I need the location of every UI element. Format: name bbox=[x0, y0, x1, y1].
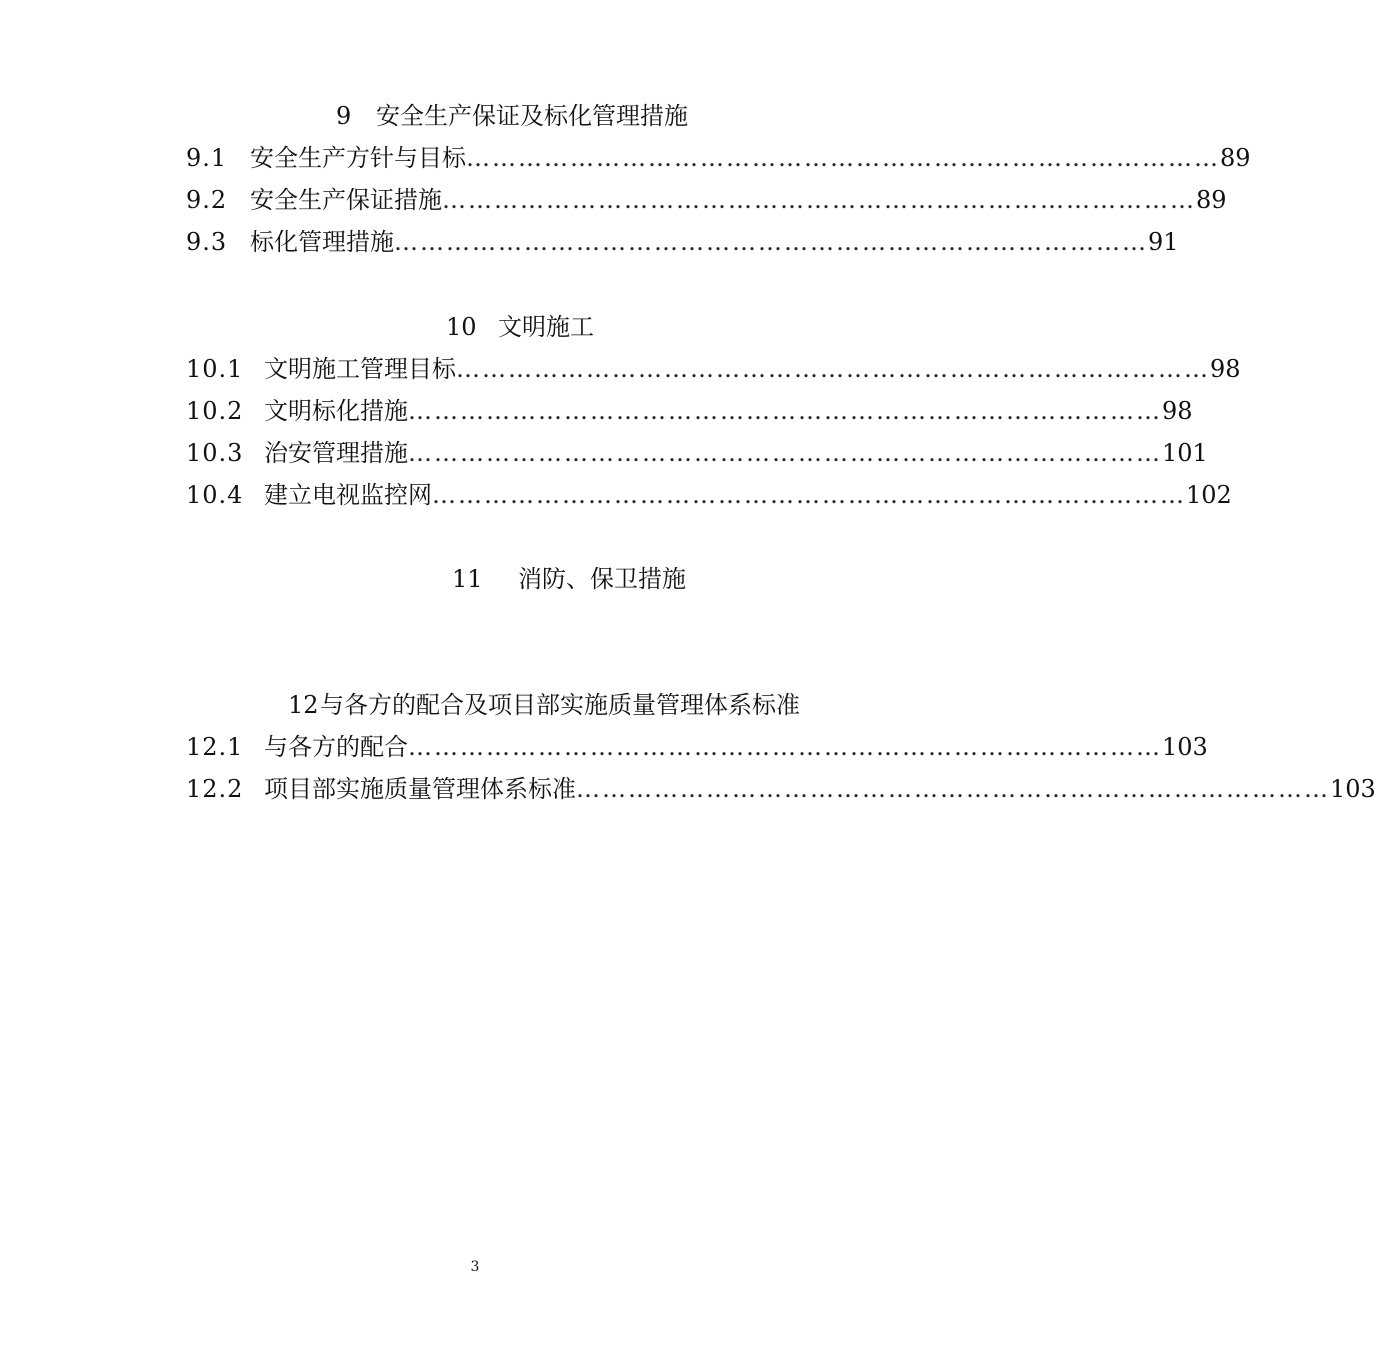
section-heading-11 bbox=[452, 564, 686, 594]
section-heading-12 bbox=[288, 690, 800, 720]
entry-number: 12.2 bbox=[186, 775, 244, 803]
entry-page: 102 bbox=[1186, 481, 1232, 509]
dot-leader: …………………………………………………………………………… bbox=[466, 144, 1220, 172]
entry-title: 安全生产方针与目标 bbox=[250, 144, 466, 172]
entry-number: 12.1 bbox=[186, 733, 244, 761]
toc-entry-12-2[interactable] bbox=[186, 773, 1376, 805]
dot-leader: …………………………………………………………………………… bbox=[408, 439, 1162, 467]
toc-entry-9-3[interactable] bbox=[186, 226, 1179, 258]
dot-leader: …………………………………………………………………………… bbox=[442, 186, 1196, 214]
toc-entry-10-4[interactable] bbox=[186, 479, 1232, 511]
entry-title: 治安管理措施 bbox=[264, 439, 408, 467]
dot-leader: …………………………………………………………………………… bbox=[456, 355, 1210, 383]
toc-entry-9-1[interactable] bbox=[186, 142, 1251, 174]
section-number: 12 bbox=[288, 691, 319, 719]
entry-page: 89 bbox=[1196, 186, 1227, 214]
dot-leader: …………………………………………………………………………… bbox=[408, 397, 1162, 425]
entry-title: 安全生产保证措施 bbox=[250, 186, 442, 214]
dot-leader: …………………………………………………………………………… bbox=[576, 775, 1330, 803]
entry-title: 标化管理措施 bbox=[250, 228, 394, 256]
section-title: 安全生产保证及标化管理措施 bbox=[376, 102, 688, 130]
entry-page: 103 bbox=[1162, 733, 1208, 761]
toc-entry-10-1[interactable] bbox=[186, 353, 1241, 385]
entry-number: 10.4 bbox=[186, 481, 244, 509]
toc-entry-9-2[interactable] bbox=[186, 184, 1227, 216]
section-title: 文明施工 bbox=[498, 313, 594, 341]
entry-title: 文明标化措施 bbox=[264, 397, 408, 425]
section-title: 消防、保卫措施 bbox=[518, 565, 686, 593]
entry-number: 10.2 bbox=[186, 397, 244, 425]
entry-page: 101 bbox=[1162, 439, 1208, 467]
section-number: 11 bbox=[452, 565, 483, 593]
entry-page: 98 bbox=[1210, 355, 1241, 383]
entry-page: 89 bbox=[1220, 144, 1251, 172]
section-number: 9 bbox=[336, 102, 352, 130]
entry-title: 文明施工管理目标 bbox=[264, 355, 456, 383]
entry-page: 91 bbox=[1148, 228, 1179, 256]
entry-number: 10.3 bbox=[186, 439, 244, 467]
entry-title: 项目部实施质量管理体系标准 bbox=[264, 775, 576, 803]
entry-page: 98 bbox=[1162, 397, 1193, 425]
entry-title: 建立电视监控网 bbox=[264, 481, 432, 509]
dot-leader: …………………………………………………………………………… bbox=[394, 228, 1148, 256]
toc-entry-10-3[interactable] bbox=[186, 437, 1208, 469]
section-heading-10 bbox=[446, 312, 594, 342]
entry-title: 与各方的配合 bbox=[264, 733, 408, 761]
page-number: 3 bbox=[470, 1259, 480, 1275]
section-title: 与各方的配合及项目部实施质量管理体系标准 bbox=[320, 691, 800, 719]
section-number: 10 bbox=[446, 313, 477, 341]
entry-number: 9.3 bbox=[186, 228, 228, 256]
section-heading-9 bbox=[336, 101, 688, 131]
toc-entry-10-2[interactable] bbox=[186, 395, 1193, 427]
entry-page: 103 bbox=[1330, 775, 1376, 803]
dot-leader: …………………………………………………………………………… bbox=[408, 733, 1162, 761]
entry-number: 10.1 bbox=[186, 355, 244, 383]
dot-leader: …………………………………………………………………………… bbox=[432, 481, 1186, 509]
entry-number: 9.1 bbox=[186, 144, 228, 172]
entry-number: 9.2 bbox=[186, 186, 228, 214]
toc-entry-12-1[interactable] bbox=[186, 731, 1208, 763]
